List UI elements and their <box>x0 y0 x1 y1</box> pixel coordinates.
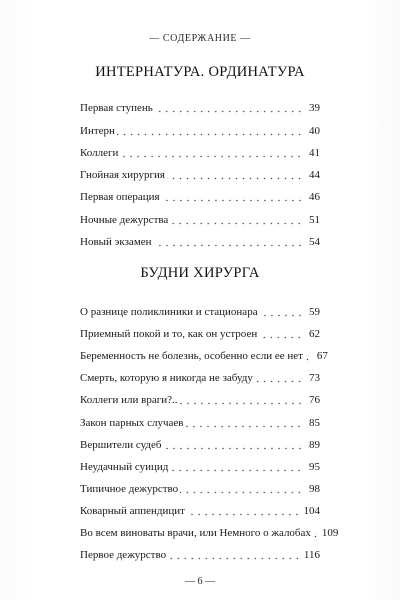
toc-entry-title: Закон парных случаев <box>80 416 184 429</box>
toc-entry-title: Неудачный суицид <box>80 460 169 473</box>
toc-entry-title: Гнойная хирургия <box>80 169 165 181</box>
dot-leader <box>170 222 303 225</box>
toc-entry <box>80 496 320 518</box>
toc-page-number: 95 <box>309 460 320 473</box>
toc-page-number: 116 <box>303 549 320 562</box>
toc-entry <box>80 227 320 249</box>
toc-entry <box>80 204 320 226</box>
toc-page-number: 104 <box>303 504 320 517</box>
dot-leader <box>180 491 303 494</box>
toc-page-number: 76 <box>309 394 320 407</box>
toc-entry <box>80 341 328 363</box>
dot-leader <box>260 314 303 317</box>
toc-entry <box>80 160 320 182</box>
toc-entry-title: Приемный покой и то, как он устроен <box>80 328 258 341</box>
section-title: ИНТЕРНАТУРА. ОРДИНАТУРА <box>95 64 305 80</box>
running-head: — СОДЕРЖАНИЕ — <box>149 33 251 44</box>
section-title: БУДНИ ХИРУРГА <box>140 265 260 281</box>
toc-page-number: 46 <box>309 191 320 204</box>
dot-leader <box>117 133 303 136</box>
toc-entry-title: Типичное дежурство <box>80 482 179 495</box>
toc-entry <box>80 115 320 137</box>
toc-entry <box>80 407 320 429</box>
toc-page-number: 62 <box>309 328 320 341</box>
dot-leader <box>255 380 303 383</box>
toc-entry-title: Первое дежурство <box>80 549 167 562</box>
toc-page-number: 39 <box>309 102 320 115</box>
toc-entry-title: О разнице поликлиники и стационара <box>80 306 258 319</box>
toc-entry-title: Смерть, которую я никогда не забуду <box>80 372 253 385</box>
toc-page-number: 98 <box>309 482 320 495</box>
toc-page-number: 85 <box>309 416 320 429</box>
toc-page-number: 40 <box>309 124 320 137</box>
dot-leader <box>154 244 303 247</box>
page-number-footer: — 6 — <box>185 576 215 587</box>
toc-page-number: 41 <box>309 146 320 159</box>
toc-page-number: 67 <box>316 350 328 363</box>
toc-entry-title: Беременность не болезнь, особенно если ее нет <box>80 350 303 363</box>
toc-page-number: 89 <box>309 438 320 451</box>
dot-leader <box>259 336 303 339</box>
toc-entry-title: Коварный аппендицит <box>80 504 185 517</box>
toc-page-number: 51 <box>309 213 320 226</box>
dot-leader <box>155 110 303 113</box>
toc-entry-title: Новый экзамен <box>80 235 152 248</box>
toc-entry <box>80 474 320 496</box>
toc-entry <box>80 138 320 160</box>
toc-page-number: 73 <box>309 372 320 385</box>
toc-entry <box>80 297 320 319</box>
toc-entry-title: Вершители судеб <box>80 438 162 451</box>
toc-entry <box>80 385 320 407</box>
toc-entry-title: Первая операция <box>80 191 160 204</box>
toc-entry-title: Интерн <box>80 124 115 137</box>
dot-leader <box>162 199 303 202</box>
toc-page-number: 54 <box>309 235 320 248</box>
toc-list <box>80 93 320 249</box>
dot-leader <box>164 447 303 450</box>
dot-leader <box>185 425 303 428</box>
toc-entry-title: Первая ступень <box>80 102 153 115</box>
toc-list <box>80 297 339 562</box>
toc-entry <box>80 452 320 474</box>
dot-leader <box>167 177 303 180</box>
toc-entry <box>80 430 320 452</box>
toc-page-number: 44 <box>309 169 320 181</box>
dot-leader <box>180 402 303 405</box>
dot-leader <box>120 155 303 158</box>
toc-entry <box>80 540 320 562</box>
toc-page-number: 109 <box>321 527 339 540</box>
toc-entry <box>80 319 320 341</box>
toc-entry <box>80 182 320 204</box>
dot-leader <box>170 469 303 472</box>
toc-page-number: 59 <box>309 306 320 319</box>
toc-entry-title: Ночные дежурства <box>80 213 169 226</box>
toc-entry <box>80 93 320 115</box>
dot-leader <box>168 557 301 560</box>
toc-entry <box>80 363 320 385</box>
toc-entry-title: Коллеги или враги?.. <box>80 394 178 407</box>
dot-leader <box>187 513 301 516</box>
toc-entry-title: Коллеги <box>80 146 119 159</box>
toc-entry <box>80 518 339 540</box>
toc-entry-title: Во всем виноваты врачи, или Немного о жалобах <box>80 527 311 540</box>
